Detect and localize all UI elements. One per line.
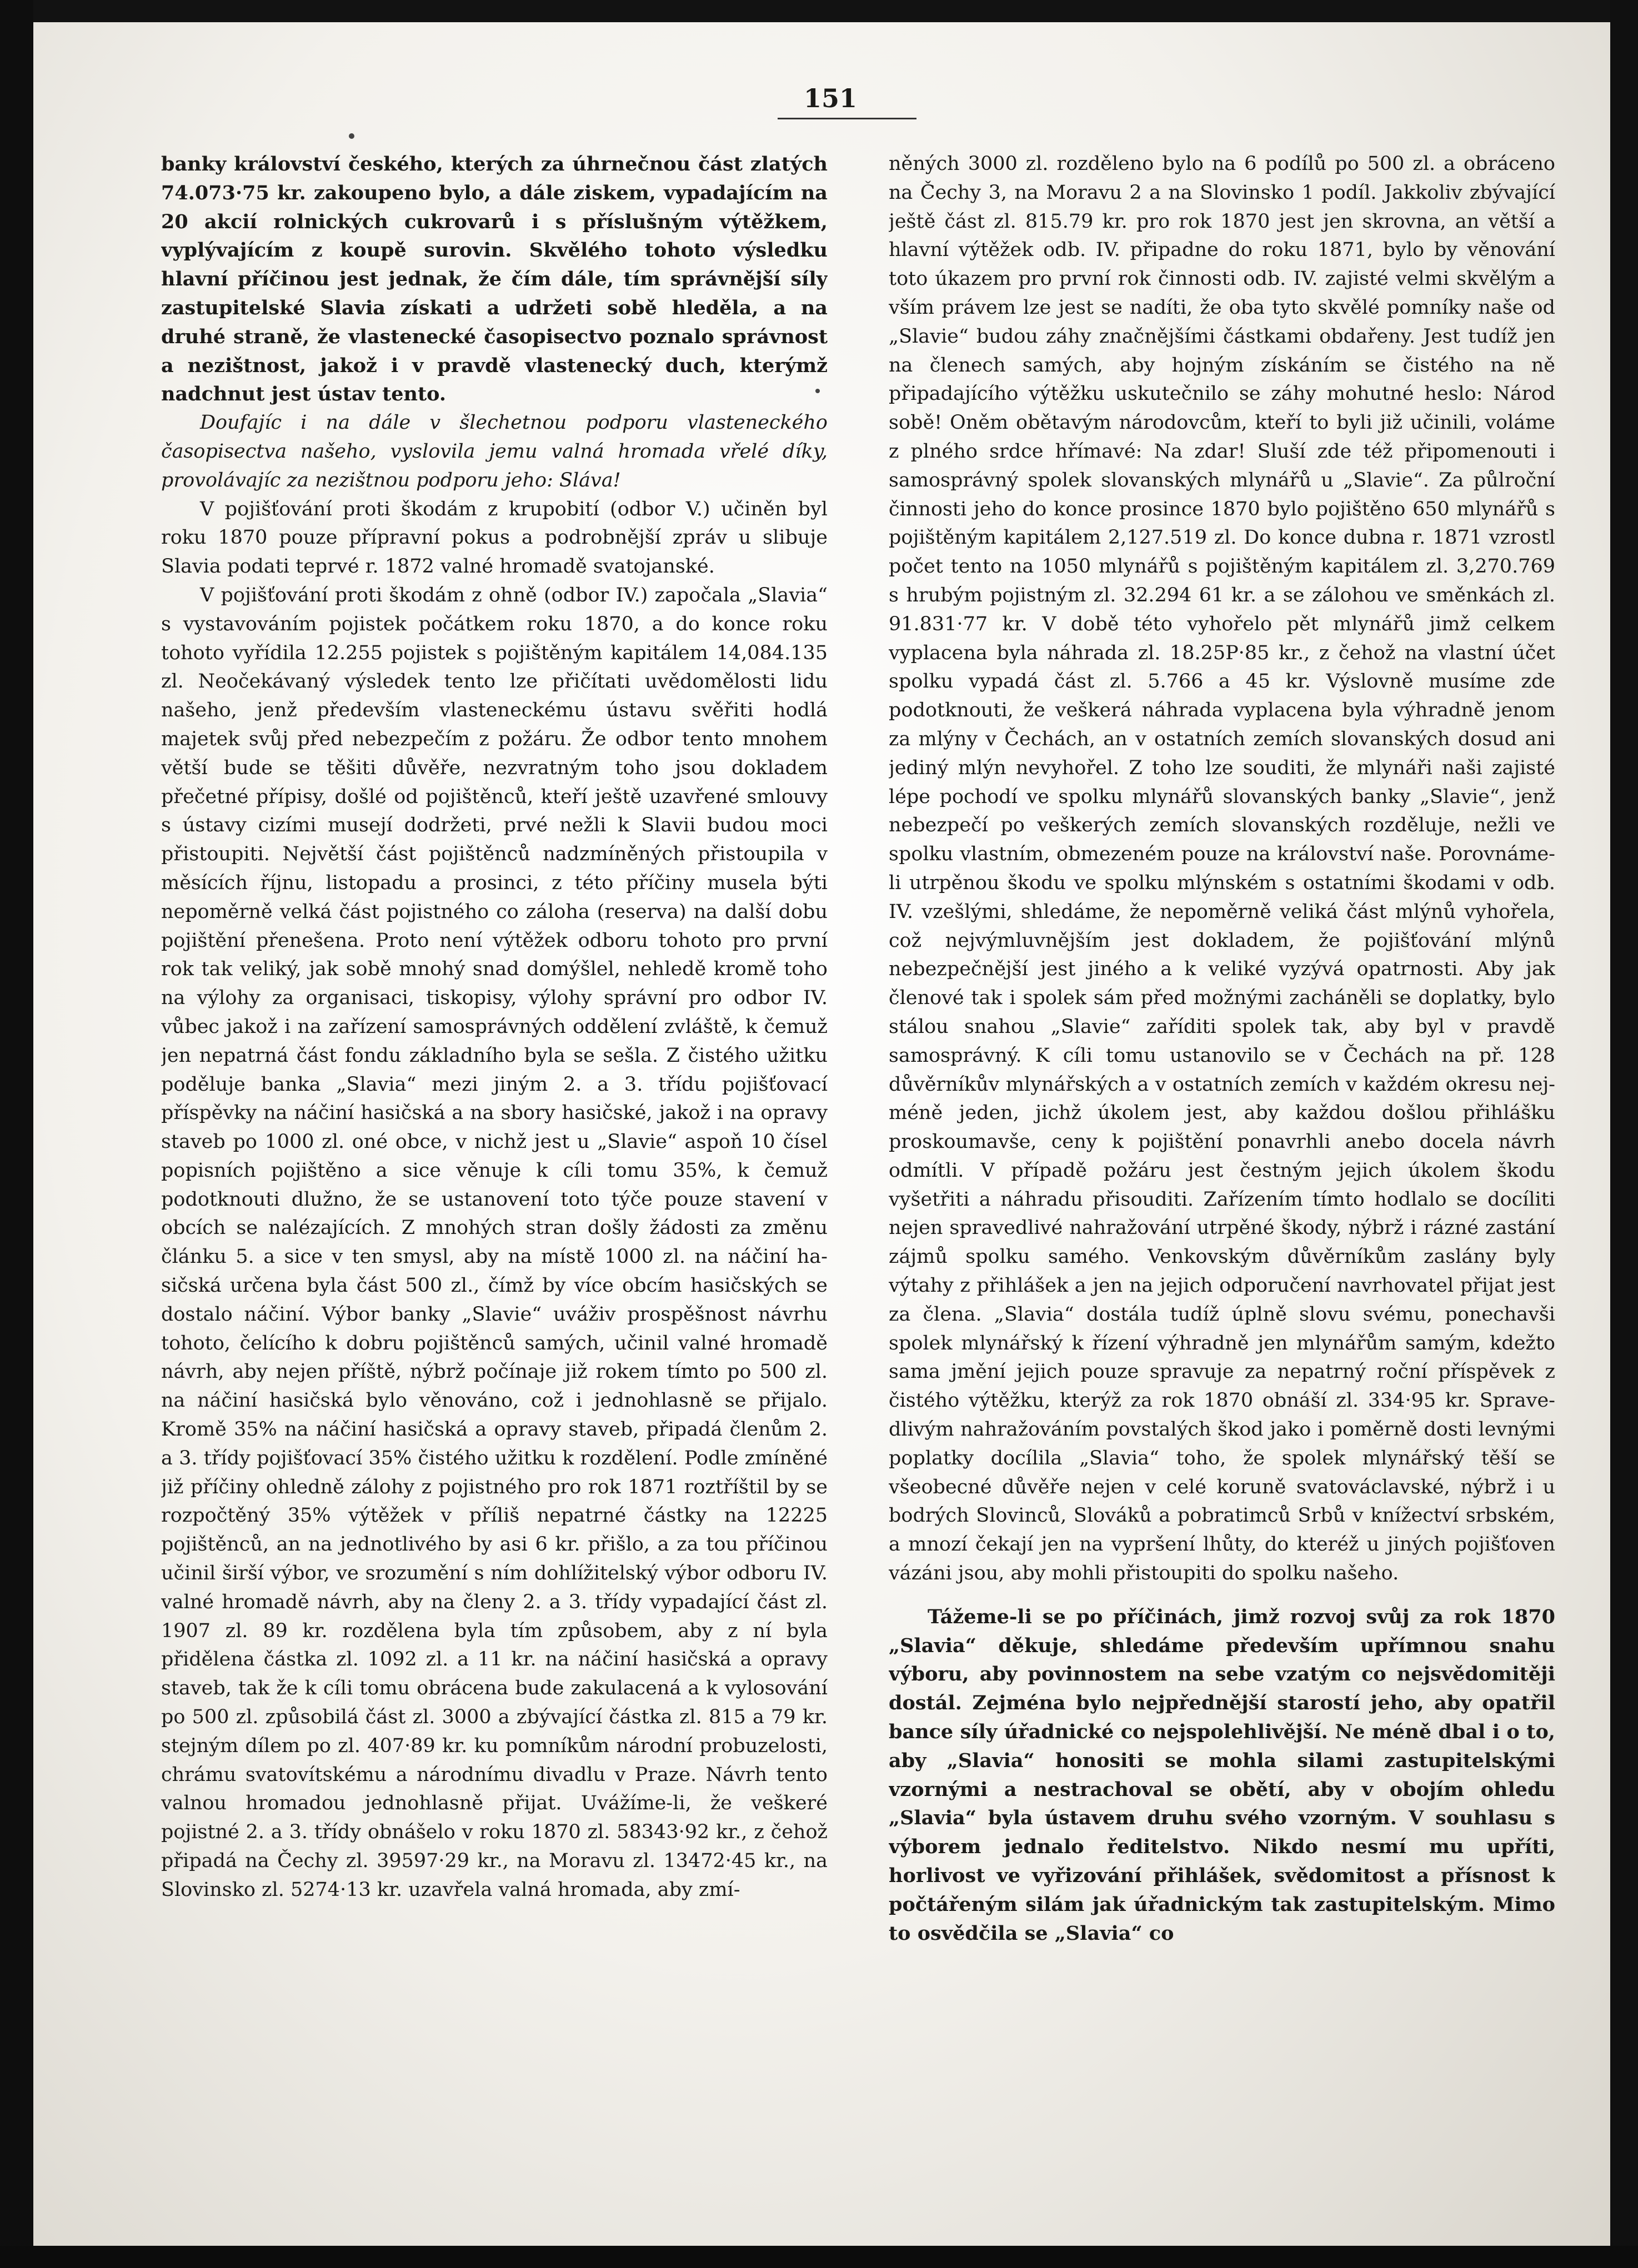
right-column (889, 150, 1555, 2194)
header-rule (778, 118, 916, 119)
scan-border-top (0, 0, 1638, 22)
page-number: 151 (803, 83, 858, 113)
left-column (161, 150, 828, 2194)
left-paragraph-2: Doufajíc i na dále v šlechetnou podporu vlasteneckého časopisectva našeho, vyslovila jemu valná hromada vřelé díky, provolávajíc za nezištnou podporu jeho: Sláva! (161, 412, 828, 491)
left-paragraph-4: V pojišťování proti škodám z ohně (odbor IV.) započala „Slavia“ s vystavováním pojistek počátkem roku 1870, a do konce roku tohoto vyřídila 12.255 pojistek s pojištěným kapitálem 14,084.135 zl. Neočekávaný výsledek tento lze přičítati uvědomělosti lidu našeho, jenž především vlasteneckému ústavu svěřiti hodlá majetek svůj před nebezpečím z požáru. Že odbor tento mnohem větší bude se těšiti důvěře, nezvratným toho jsou dokladem přečetné přípisy, došlé od pojištěnců, kteří ještě uzavřené smlouvy s ústavy cizími musejí dodržeti, prvé nežli k Slavii budou moci přistoupiti. Největší část pojištěnců nadzmíněných přistoupila v měsících říjnu, listopadu a prosinci, z této příčiny musela býti nepoměrně velká část pojistného co záloha (reserva) na další dobu pojištění přenešena. Proto není výtěžek odboru tohoto pro první rok tak veliký, jak sobě mnohý snad domýšlel, nehledě kromě toho na výlohy za organisaci, tiskopisy, výlohy správní pro odbor IV. vůbec jakož i na zařízení samosprávných oddělení zvláště, k čemuž jen nepatrná část fondu základního byla se sešla. Z čistého užitku poděluje banka „Slavia“ mezi jiným 2. a 3. třídu pojišťovací příspěvky na náčiní hasičská a na sbory hasičské, jakož i na opravy staveb po 1000 zl. oné obce, v nichž jest u „Slavie“ aspoň 10 čísel popisních pojištěno a sice věnuje k cíli tomu 35%, k čemuž podotknouti dlužno, že se ustanovení toto týče pouze stavení v obcích se nalézajících. Z mnohých stran došly žádosti za změnu článku 5. a sice v ten smysl, aby na místě 1000 zl. na náčiní hasičská určena byla část 500 zl., čímž by více obcím hasičských se dostalo náčiní. Výbor banky „Slavie“ uváživ prospěšnost návrhu tohoto, čelícího k dobru pojištěnců samých, učinil valné hromadě návrh, aby nejen příště, nýbrž počínaje již rokem tímto po 500 zl. na náčiní hasičská bylo věnováno, což i jednohlasně se přijalo. Kromě 35% na náčiní hasičská a opravy staveb, připadá členům 2. a 3. třídy pojišťovací 35% čistého užitku k rozdělení. Podle zmíněné již příčiny ohledně zálohy z pojistného pro rok 1871 roztříštil by se rozpočtěný 35% výtěžek v příliš nepatrné částky na 12225 pojištěnců, an na jednotlivého by asi 6 kr. přišlo, a za tou příčinou učinil širší výbor, ve srozumění s ním dohlížitelský výbor odboru IV. valné hromadě návrh, aby na členy 2. a 3. třídy vypadající část zl. 1907 zl. 89 kr. rozdělena byla tím způsobem, aby z ní byla přidělena částka zl. 1092 zl. a 11 kr. na náčiní hasičská a opravy staveb, tak že k cíli tomu obrácena bude zakulacená a k vylosování po 500 zl. způsobilá část zl. 3000 a zbývající částka zl. 815 a 79 kr. stejným dílem po zl. 407·89 kr. ku pomníkům národní probuzelosti, chrámu svatovítskému a národnímu divadlu v Praze. Návrh tento valnou hromadou jednohlasně přijat. Uvážíme-li, že veškeré pojistné 2. a 3. třídy obnášelo v roku 1870 zl. 58343·92 kr., z čehož připadá na Čechy zl. 39597·29 kr., na Moravu zl. 13472·45 kr., na Slovinsko zl. 5274·13 kr. uzavřela valná hromada, aby zmí- (161, 584, 828, 1901)
scan-border-left (0, 0, 33, 2268)
left-paragraph-1: banky království českého, kterých za úhrnečnou část zlatých 74.073·75 kr. zakoupeno bylo, a dále ziskem, vypadajícím na 20 akcií rolnických cukrovarů i s příslušným výtěžkem, vyplývajícím z koupě surovin. Skvělého tohoto výsledku hlavní příčinou jest jednak, že čím dále, tím správnější síly zastupitelské Slavia získati a udržeti sobě hleděla, a na druhé straně, že vlastenecké časopisectvo poznalo správnost a nezištnost, jakož i v pravdě vlastenecký duch, kterýmž nadchnut jest ústav tento. (161, 153, 828, 406)
scan-border-bottom (0, 2246, 1638, 2268)
right-paragraph-1: něných 3000 zl. rozděleno bylo na 6 podílů po 500 zl. a obráceno na Čechy 3, na Moravu 2 a na Slovinsko 1 podíl. Jakkoliv zbývající ještě část zl. 815.79 kr. pro rok 1870 jest jen skrovna, an větší a hlavní výtěžek odb. IV. připadne do roku 1871, bylo by věnování toto úkazem pro první rok činnosti odb. IV. zajisté velmi skvělým a vším právem lze jest se nadíti, že oba tyto skvělé pomníky naše od „Slavie“ budou záhy značnějšími částkami obdařeny. Jest tudíž jen na členech samých, aby hojným získáním se čistého na ně připadajícího výtěžku uskutečnilo se záhy mohutné heslo: Národ sobě! Oněm obětavým národovcům, kteří to byli již učinili, voláme z plného srdce hřímavé: Na zdar! Sluší zde též připomenouti i samosprávný spolek slovanských mlynářů u „Slavie“. Za půlroční činnosti jeho do konce prosince 1870 bylo pojištěno 650 mlynářů s pojištěným kapitálem 2,127.519 zl. Do konce dubna r. 1871 vzrostl počet tento na 1050 mlynářů s pojištěným kapitálem zl. 3,270.769 s hrubým pojistným zl. 32.294 61 kr. a se zálohou ve směnkách zl. 91.831·77 kr. V době této vyhořelo pět mlynářů jimž celkem vyplacena byla náhrada zl. 18.25P·85 kr., z čehož na vlastní účet spolku vypadá část zl. 5.766 a 45 kr. Výslovně musíme zde podotknouti, že veškerá náhrada vyplacena byla výhradně jenom za mlýny v Čechách, an v ostatních zemích slovanských dosud ani jediný mlýn nevyhořel. Z toho lze souditi, že mlynáři naši zajisté lépe pochodí ve spolku mlynářů slovanských banky „Slavie“, jenž nebezpečí po veškerých zemích slovanských rozděluje, nežli ve spolku vlastním, obmezeném pouze na království naše. Porovnáme-li utrpěnou škodu ve spolku mlýnském s ostatními škodami v odb. IV. vzešlými, shledáme, že nepoměrně veliká část mlýnů vyhořela, což nejvýmluvnějším jest dokladem, že pojišťování mlýnů nebezpečnější jest jiného a k veliké vyzývá opatrnosti. Aby jak členové tak i spolek sám před možnými zacháněli se doplatky, bylo stálou snahou „Slavie“ zaříditi spolek tak, aby byl v pravdě samosprávný. K cíli tomu ustanovilo se v Čechách na př. 128 důvěrníkův mlynářských a v ostatních zemích v každém okresu nejméně jeden, jichž úkolem jest, aby každou došlou přihlášku proskoumavše, ceny k pojištění ponavrhli anebo docela návrh odmítli. V případě požáru jest čestným jejich úkolem škodu vyšetřiti a náhradu přisouditi. Zařízením tímto hodlalo se docíliti nejen spravedlivé nahražování utrpěné škody, nýbrž i rázné zastání zájmů spolku samého. Venkovským důvěrníkům zaslány byly výtahy z přihlášek a jen na jejich odporučení navrhovatel přijat jest za člena. „Slavia“ dostála tudíž úplně slovu svému, ponechavši spolek mlynářský k řízení výhradně jen mlynářům samým, kdežto sama jmění jejich pouze spravuje za nepatrný roční příspěvek z čistého výtěžku, kterýž za rok 1870 obnáší zl. 334·95 kr. Spravedlivým nahražováním povstalých škod jako i poměrně dosti levnými poplatky docílila „Slavia“ toho, že spolek mlynářský těší se všeobecné důvěře nejen v celé koruně svatováclavské, nýbrž i u bodrých Slovinců, Slováků a pobratimců Srbů v knížectví srbském, a mnozí čekají jen na vypršení lhůty, do kteréž u jiných pojišťoven vázáni jsou, aby mohli přistoupiti do spolku našeho. (889, 153, 1555, 1585)
ink-speck (349, 133, 354, 139)
right-paragraph-2: Tážeme-li se po příčinách, jimž rozvoj svůj za rok 1870 „Slavia“ děkuje, shledáme především upřímnou snahu výboru, aby povinnostem na sebe vzatým co nejsvědomitěji dostál. Zejména bylo nejpřednější starostí jeho, aby opatřil bance síly úřadnické co nejspolehlivější. Ne méně dbal i o to, aby „Slavia“ honositi se mohla silami zastupitelskými vzornými a nestrachoval se obětí, aby v obojím ohledu „Slavia“ byla ústavem druhu svého vzorným. V souhlasu s výborem jednalo ředitelstvo. Nikdo nesmí mu upříti, horlivost ve vyřizování přihlášek, svědomitost a přísnost k počtářeným silám jak úřadnickým tak zastupitelským. Mimo to osvědčila se „Slavia“ co (889, 1605, 1555, 1945)
left-paragraph-3: V pojišťování proti škodám z krupobití (odbor V.) učiněn byl roku 1870 pouze přípravní pokus a podrobnější zpráv u slibuje Slavia podati teprvé r. 1872 valné hromadě svatojanské. (161, 498, 828, 578)
scan-border-right (1610, 0, 1638, 2268)
